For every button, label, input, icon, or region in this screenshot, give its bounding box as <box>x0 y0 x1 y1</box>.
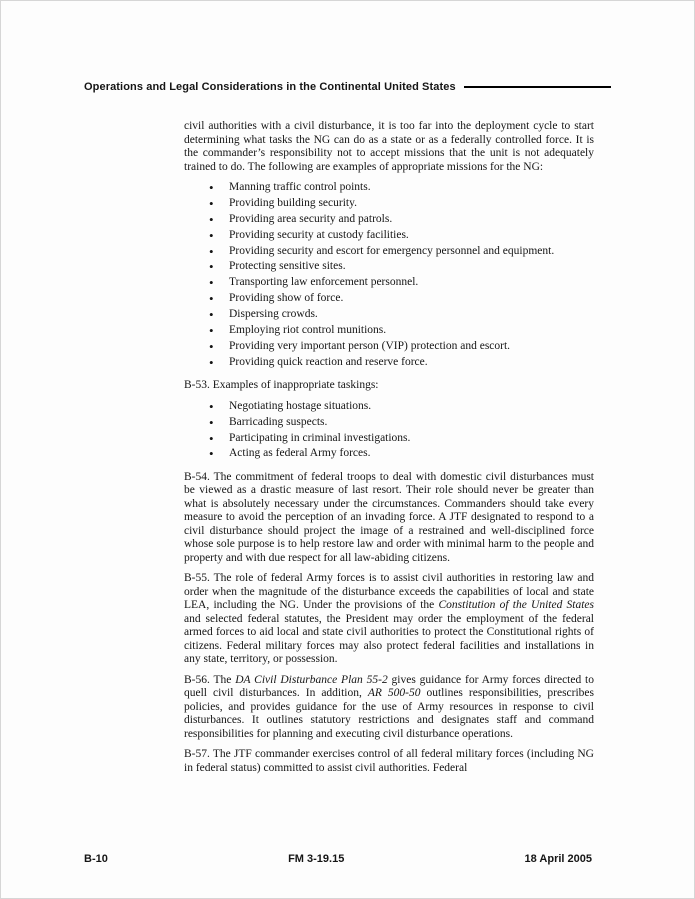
footer-doc-number: FM 3-19.15 <box>288 853 345 865</box>
list-item: • Providing very important person (VIP) protection and escort. <box>184 340 594 354</box>
list-item: • Negotiating hostage situations. <box>184 400 594 414</box>
paragraph-b57: B-57. The JTF commander exercises control of all federal military forces (including NG in federal status) committed to assist civil authorities. Federal <box>184 748 594 774</box>
text-run: outlines responsibilities, prescribes policies, and provides guidance for the use of Army resources in response to civil disturbances. It outlines statutory restrictions and designates staff and command responsibilities for planning and executing civil disturbance operations. <box>184 687 595 740</box>
list-item: • Providing security and escort for emergency personnel and equipment. <box>184 245 594 259</box>
page-footer <box>84 853 592 865</box>
paragraph-b56 <box>184 674 594 742</box>
list-item: • Providing area security and patrols. <box>184 213 594 227</box>
list-item: • Providing security at custody facilities. <box>184 229 594 243</box>
list-item: • Participating in criminal investigations. <box>184 432 594 446</box>
paragraph-b53: B-53. Examples of inappropriate taskings: <box>184 379 379 392</box>
footer-date: 18 April 2005 <box>524 853 592 865</box>
header-rule <box>464 86 611 88</box>
paragraph-intro: civil authorities with a civil disturbance, it is too far into the deployment cycle to start determining what tasks the NG can do as a state or as a federally controlled force. It is the commander’s responsibility not to accept missions that the unit is not adequately trained to do. The following are examples of appropriate missions for the NG: <box>184 120 594 173</box>
text-run: gives guidance for Army forces directed to quell civil disturbances. In addition, <box>184 673 594 700</box>
text-run: and selected federal statutes, the President may order the employment of the federal armed forces to aid local and state civil authorities to protect the Constitutional rights of citizens. Federal military forces may also protect federal facilities and installations in any state, territory, or possession. <box>184 612 594 666</box>
list-item: • Providing building security. <box>184 197 594 211</box>
list-item: • Transporting law enforcement personnel. <box>184 276 594 290</box>
page-body <box>184 120 594 782</box>
text-run: B-55. The role of federal Army forces is to assist civil authorities in restoring law and order when the magnitude of the disturbance exceeds the capabilities of local and state LEA, including the NG. Under the provisions of the <box>184 572 594 612</box>
page-header <box>84 81 611 93</box>
list-item: • Barricading suspects. <box>184 416 594 430</box>
italic-run: AR 500-50 <box>367 687 421 700</box>
running-head: Operations and Legal Considerations in the Continental United States <box>84 81 456 93</box>
italic-run: Constitution of the United States <box>438 599 594 612</box>
list-item: • Manning traffic control points. <box>184 181 594 195</box>
list-item: • Protecting sensitive sites. <box>184 260 594 274</box>
list-item: • Providing quick reaction and reserve force. <box>184 356 594 370</box>
list-item: • Dispersing crowds. <box>184 308 594 322</box>
list-item: • Employing riot control munitions. <box>184 324 594 338</box>
list-item: • Providing show of force. <box>184 292 594 306</box>
text-run: B-56. The <box>184 673 236 686</box>
paragraph-b54: B-54. The commitment of federal troops to deal with domestic civil disturbances must be viewed as a drastic measure of last resort. Their role should never be greater than what is absolutely necessary under the circumstances. Commanders should take every measure to avoid the perception of an invading force. A JTF designated to respond to a civil disturbance should project the image of a restrained and well-disciplined force whose sole purpose is to help restore law and order with minimal harm to the people and property and with due respect for all law-abiding citizens. <box>184 470 594 564</box>
italic-run: DA Civil Disturbance Plan 55-2 <box>235 673 388 686</box>
inappropriate-taskings-list <box>184 400 594 461</box>
footer-page-number: B-10 <box>84 853 108 865</box>
list-item: • Acting as federal Army forces. <box>184 447 594 461</box>
paragraph-b55 <box>184 572 594 667</box>
appropriate-missions-list <box>184 181 594 369</box>
